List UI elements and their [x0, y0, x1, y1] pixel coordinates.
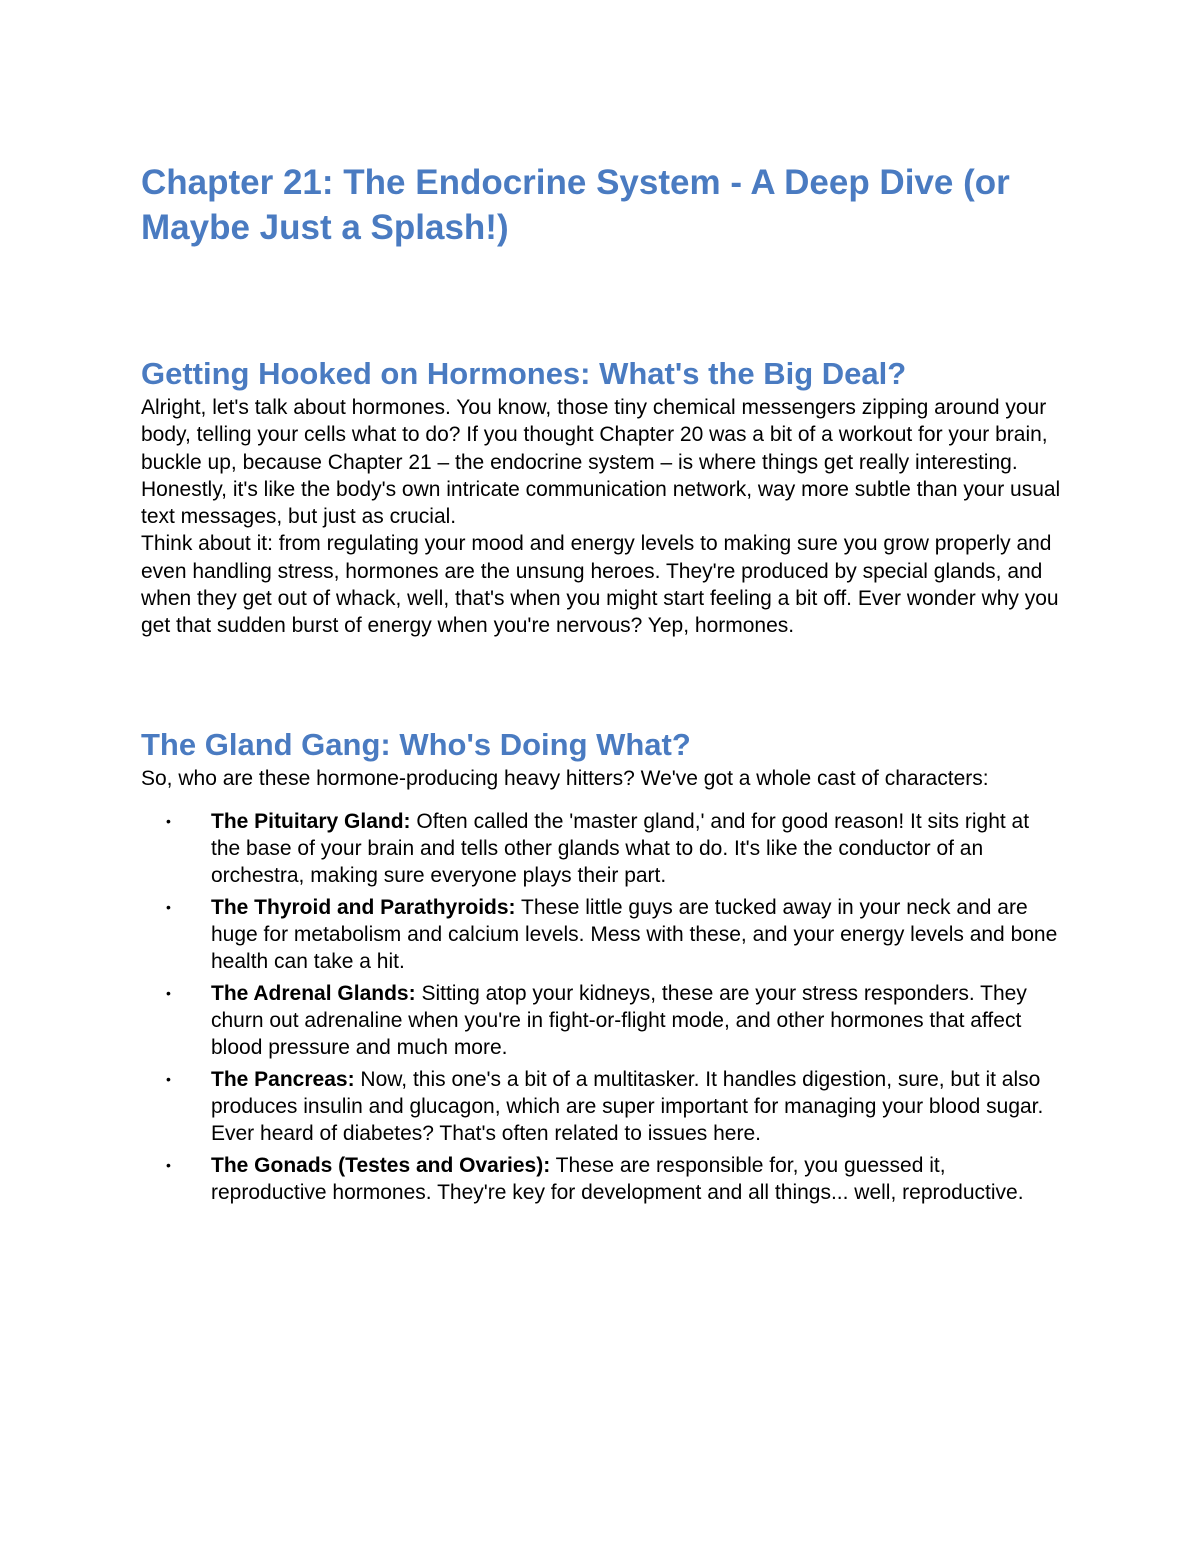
paragraph-gland-intro: So, who are these hormone-producing heavy hitters? We've got a whole cast of characters:	[141, 766, 989, 790]
bullet-icon: •	[166, 898, 171, 915]
bullet-icon: •	[166, 984, 171, 1001]
list-item	[141, 808, 1061, 889]
list-item	[141, 1066, 1061, 1147]
gland-description: Now, this one's a bit of a multitasker. It handles digestion, sure, but it also produces insulin and glucagon, which are super important for managing your blood sugar. Ever heard of diabetes? That's often related to issues here.	[211, 1067, 1044, 1145]
gland-name: The Gonads (Testes and Ovaries):	[211, 1153, 551, 1177]
list-item	[141, 1152, 1061, 1206]
bullet-icon: •	[166, 1156, 171, 1173]
gland-name: The Pituitary Gland:	[211, 809, 411, 833]
bullet-icon: •	[166, 812, 171, 829]
gland-name: The Pancreas:	[211, 1067, 355, 1091]
section-heading-hormones: Getting Hooked on Hormones: What's the Big Deal?	[141, 356, 907, 391]
document-title: Chapter 21: The Endocrine System - A Deep Dive (or Maybe Just a Splash!)	[141, 163, 1010, 247]
bullet-icon: •	[166, 1070, 171, 1087]
paragraph-think-about-it: Think about it: from regulating your mood and energy levels to making sure you grow properly and even handling stress, hormones are the unsung heroes. They're produced by special glands, and when they get out of whack, well, that's when you might start feeling a bit off. Ever wonder why you get that sudden burst of energy when you're nervous? Yep, hormones.	[141, 532, 1059, 638]
list-item	[141, 980, 1061, 1061]
gland-list	[141, 808, 1061, 1206]
gland-description: These are responsible for, you guessed it, reproductive hormones. They're key for development and all things... well, reproductive.	[211, 1153, 1024, 1204]
gland-name: The Adrenal Glands:	[211, 981, 416, 1005]
paragraph-intro: Alright, let's talk about hormones. You know, those tiny chemical messengers zipping around your body, telling your cells what to do? If you thought Chapter 20 was a bit of a workout for your brain, buckle up, because Chapter 21 – the endocrine system – is where things get really interesting. Honestly, it's like the body's own intricate communication network, way more subtle than your usual text messages, but just as crucial.	[141, 396, 1061, 529]
section-heading-gland-gang: The Gland Gang: Who's Doing What?	[141, 726, 691, 762]
gland-description: Sitting atop your kidneys, these are your stress responders. They churn out adrenaline when you're in fight-or-flight mode, and other hormones that affect blood pressure and much more.	[211, 981, 1027, 1059]
gland-name: The Thyroid and Parathyroids:	[211, 895, 516, 919]
gland-description: Often called the 'master gland,' and for good reason! It sits right at the base of your brain and tells other glands what to do. It's like the conductor of an orchestra, making sure everyone plays their part.	[211, 809, 1030, 887]
document-content	[141, 160, 1061, 1211]
gland-description: These little guys are tucked away in your neck and are huge for metabolism and calcium levels. Mess with these, and your energy levels and bone health can take a hit.	[211, 895, 1058, 973]
list-item	[141, 894, 1061, 975]
